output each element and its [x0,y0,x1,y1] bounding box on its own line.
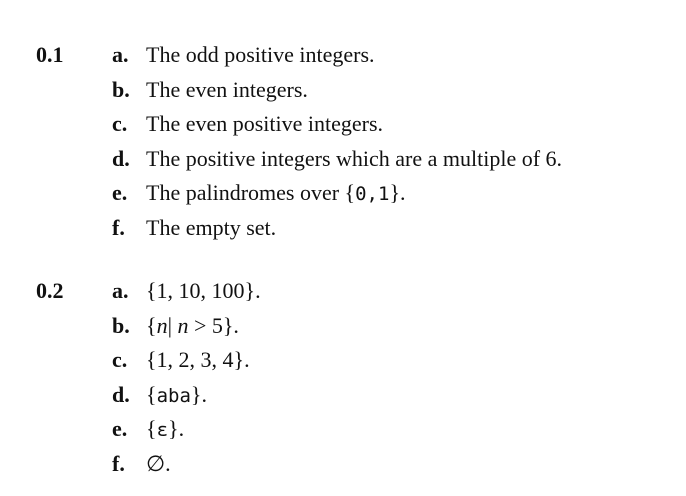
item-text: The odd positive integers. [146,42,375,67]
set-open: { [146,312,157,338]
answer-item [112,107,562,142]
string-literal: aba [156,384,191,407]
item-text-end: }. [389,180,406,206]
item-letter: e. [112,416,128,442]
answer-item [112,309,261,344]
answer-item [112,142,562,177]
answer-item [112,447,261,482]
set-open: { [146,381,157,407]
answer-item [112,343,261,378]
item-letter: a. [112,42,129,67]
item-letter: c. [112,347,128,373]
item-text: {1, 10, 100}. [146,278,261,303]
item-text: The positive integers which are a multiple of 6. [146,145,563,171]
answer-item [112,211,562,246]
answer-item [112,73,562,108]
item-letter: d. [112,381,130,407]
empty-string-symbol: ε [156,419,169,442]
item-text: The empty set. [146,214,277,240]
answer-list [112,274,261,482]
set-close: }. [168,416,185,442]
math-variable: n [177,312,189,338]
math-variable: n [156,312,168,338]
item-text: The palindromes over { [146,180,356,206]
answer-item [112,378,261,413]
answer-list [112,38,562,246]
answer-item [112,38,562,73]
item-text: The even positive integers. [146,111,384,137]
answer-item [112,274,261,309]
answer-item [112,176,562,211]
set-condition: > 5}. [188,312,239,338]
item-letter: f. [112,214,125,240]
item-letter: b. [112,312,130,338]
item-letter: b. [112,76,130,102]
item-text: The even integers. [146,76,308,102]
item-alphabet: 0,1 [355,183,390,206]
problem-number: 0.2 [36,278,64,303]
set-close: }. [190,381,207,407]
item-letter: a. [112,278,129,303]
set-open: { [146,416,157,442]
item-letter: c. [112,111,128,137]
item-letter: d. [112,145,130,171]
problem-number: 0.1 [36,42,64,67]
set-separator: | [167,312,178,338]
empty-set-symbol: ∅. [146,450,171,476]
answer-item [112,412,261,447]
item-letter: f. [112,450,125,476]
item-letter: e. [112,180,128,206]
item-text: {1, 2, 3, 4}. [146,347,250,373]
